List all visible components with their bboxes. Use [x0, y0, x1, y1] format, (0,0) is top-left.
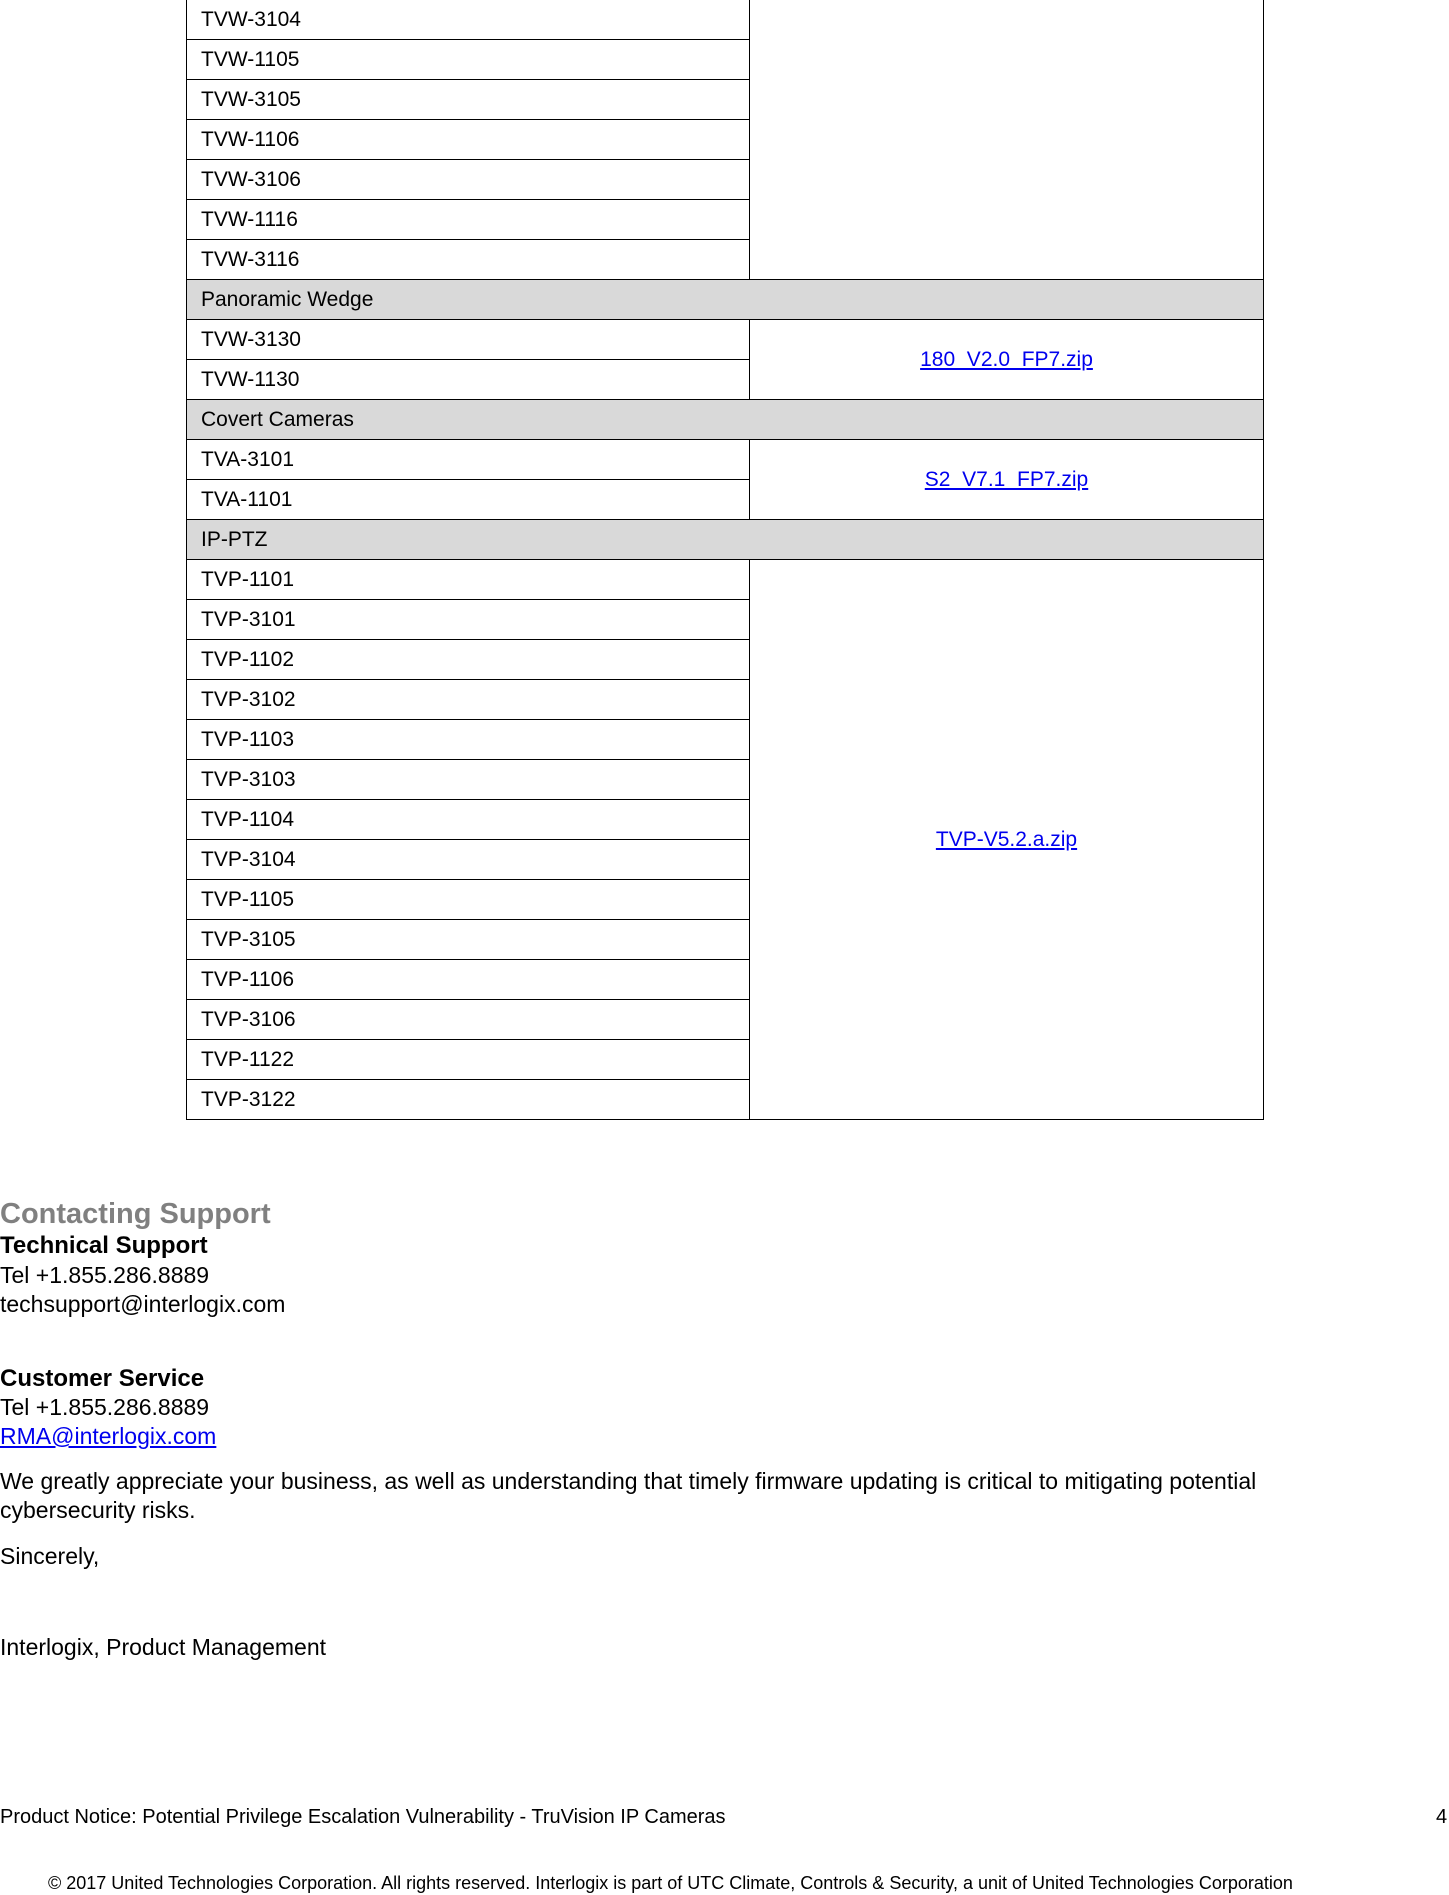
- technical-support-email: techsupport@interlogix.com: [0, 1291, 286, 1317]
- firmware-cell: [750, 320, 1264, 400]
- customer-service-tel: Tel +1.855.286.8889: [0, 1394, 210, 1420]
- customer-service-email-link[interactable]: RMA@interlogix.com: [0, 1423, 217, 1449]
- section-title: Covert Cameras: [187, 400, 1264, 440]
- model-cell: TVW-3130: [187, 320, 750, 360]
- model-cell: TVP-3106: [187, 1000, 750, 1040]
- model-cell: TVW-1130: [187, 360, 750, 400]
- model-cell: TVW-3104: [187, 0, 750, 40]
- model-cell: TVW-1106: [187, 120, 750, 160]
- model-cell: TVP-1101: [187, 560, 750, 600]
- firmware-cell: [750, 440, 1264, 520]
- footer-notice: Product Notice: Potential Privilege Escalation Vulnerability - TruVision IP Cameras: [0, 1806, 726, 1828]
- table-row: [187, 320, 1264, 360]
- model-cell: TVP-3105: [187, 920, 750, 960]
- contacting-support-heading: Contacting Support: [0, 1198, 271, 1230]
- model-cell: TVW-1105: [187, 40, 750, 80]
- model-cell: TVA-3101: [187, 440, 750, 480]
- model-cell: TVA-1101: [187, 480, 750, 520]
- customer-service-title: Customer Service: [0, 1365, 205, 1392]
- firmware-cell: [750, 0, 1264, 280]
- table-row: [187, 440, 1264, 480]
- firmware-table: [186, 0, 1264, 1120]
- model-cell: TVP-1105: [187, 880, 750, 920]
- page-number: 4: [1436, 1806, 1448, 1828]
- signature-text: Interlogix, Product Management: [0, 1634, 327, 1660]
- section-title: IP-PTZ: [187, 520, 1264, 560]
- table-row: [187, 0, 1264, 40]
- table-row: [187, 560, 1264, 600]
- sincerely-text: Sincerely,: [0, 1543, 100, 1569]
- section-row: [187, 400, 1264, 440]
- model-cell: TVP-3104: [187, 840, 750, 880]
- section-row: [187, 280, 1264, 320]
- model-cell: TVP-1106: [187, 960, 750, 1000]
- model-cell: TVW-3116: [187, 240, 750, 280]
- model-cell: TVP-1102: [187, 640, 750, 680]
- model-cell: TVP-3102: [187, 680, 750, 720]
- model-cell: TVW-3106: [187, 160, 750, 200]
- model-cell: TVW-3105: [187, 80, 750, 120]
- model-cell: TVP-3122: [187, 1080, 750, 1120]
- technical-support-tel: Tel +1.855.286.8889: [0, 1262, 210, 1288]
- copyright-text: © 2017 United Technologies Corporation. All rights reserved. Interlogix is part of UTC Climate, Controls & Security, a unit of United Technologies Corporation: [48, 1873, 1293, 1893]
- model-cell: TVP-1103: [187, 720, 750, 760]
- model-cell: TVW-1116: [187, 200, 750, 240]
- firmware-download-link[interactable]: 180_V2.0_FP7.zip: [920, 347, 1093, 371]
- section-title: Panoramic Wedge: [187, 280, 1264, 320]
- firmware-cell: [750, 560, 1264, 1120]
- closing-paragraph: We greatly appreciate your business, as well as understanding that timely firmware updating is critical to mitigating potential cybersecurity risks.: [0, 1468, 1257, 1523]
- model-cell: TVP-1122: [187, 1040, 750, 1080]
- model-cell: TVP-1104: [187, 800, 750, 840]
- section-row: [187, 520, 1264, 560]
- technical-support-title: Technical Support: [0, 1232, 208, 1259]
- model-cell: TVP-3103: [187, 760, 750, 800]
- model-cell: TVP-3101: [187, 600, 750, 640]
- firmware-download-link[interactable]: TVP-V5.2.a.zip: [935, 827, 1078, 851]
- firmware-download-link[interactable]: S2_V7.1_FP7.zip: [924, 467, 1089, 491]
